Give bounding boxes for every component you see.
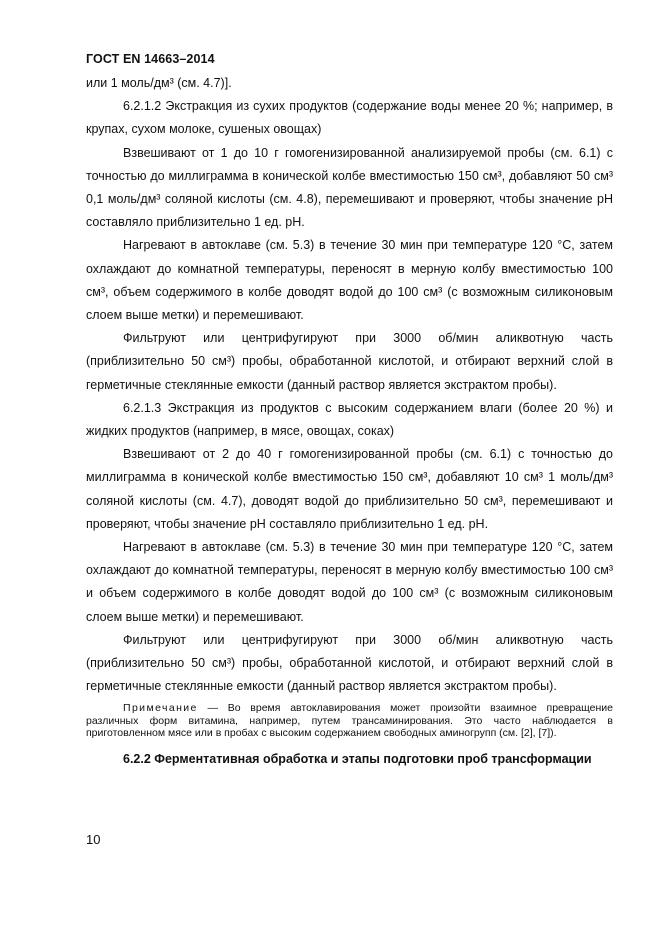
paragraph: Фильтруют или центрифугируют при 3000 об/мин аликвотную часть (приблизительно 50 см³) пробы, обработанной кислотой, и отбирают верхний слой в герметичные стеклянные емкости (данный раствор является экстрактом пробы). xyxy=(86,331,613,392)
paragraph: Нагревают в автоклаве (см. 5.3) в течение 30 мин при температуре 120 °С, затем охлаждают до комнатной температуры, переносят в мерную колбу вместимостью 100 см³ и объем содержимого в колбе доводят водой до 100 см³ (с возможным силиконовым слоем выше метки) и перемешивают. xyxy=(86,540,613,624)
note xyxy=(86,702,613,739)
note-label: Примечание xyxy=(123,702,198,715)
section-heading: 6.2.2 Ферментативная обработка и этапы подготовки проб трансформации xyxy=(123,752,592,767)
document-header: ГОСТ EN 14663–2014 xyxy=(86,52,215,66)
document-body xyxy=(86,72,613,773)
paragraph: Фильтруют или центрифугируют при 3000 об/мин аликвотную часть (приблизительно 50 см³) пробы, обработанной кислотой, и отбирают верхний слой в герметичные стеклянные емкости (данный раствор является экстрактом пробы). xyxy=(86,632,613,694)
page-number: 10 xyxy=(86,832,101,847)
note-text: — Во время автоклавирования может произойти взаимное превращение различных форм витамина, например, путем трансаминирования. Это часто наблюдается в приготовленном мясе или в пробах с высоким содержанием свободных аминогрупп (см. [2], [7]). xyxy=(86,702,613,740)
subsection-heading: 6.2.1.2 Экстракция из сухих продуктов (содержание воды менее 20 %; например, в крупах, сухом молоке, сушеных овощах) xyxy=(86,99,613,137)
paragraph: Нагревают в автоклаве (см. 5.3) в течение 30 мин при температуре 120 °С, затем охлаждают до комнатной температуры, переносят в мерную колбу вместимостью 100 см³, объем содержимого в колбе доводят водой до 100 см³ (с возможным силиконовым слоем выше метки) и перемешивают. xyxy=(86,238,613,323)
subsection-heading: 6.2.1.3 Экстракция из продуктов с высоким содержанием влаги (более 20 %) и жидких продуктов (например, в мясе, овощах, соках) xyxy=(86,400,613,439)
paragraph: или 1 моль/дм³ (см. 4.7)]. xyxy=(86,76,232,90)
paragraph: Взвешивают от 2 до 40 г гомогенизированной пробы (см. 6.1) с точностью до миллиграмма в конической колбе вместимостью 150 см³, добавляют 10 см³ 1 моль/дм³ соляной кислоты (см. 4.7), доводят водой до приблизительно 50 см³, перемешивают и проверяют, чтобы значение pH составляло приблизительно 1 ед. pH. xyxy=(86,447,613,531)
paragraph: Взвешивают от 1 до 10 г гомогенизированной анализируемой пробы (см. 6.1) с точностью до миллиграмма в конической колбе вместимостью 150 см³, добавляют 50 см³ 0,1 моль/дм³ соляной кислоты (см. 4.8), перемешивают и проверяют, чтобы значение pH составляло приблизительно 1 ед. pH. xyxy=(86,145,613,230)
